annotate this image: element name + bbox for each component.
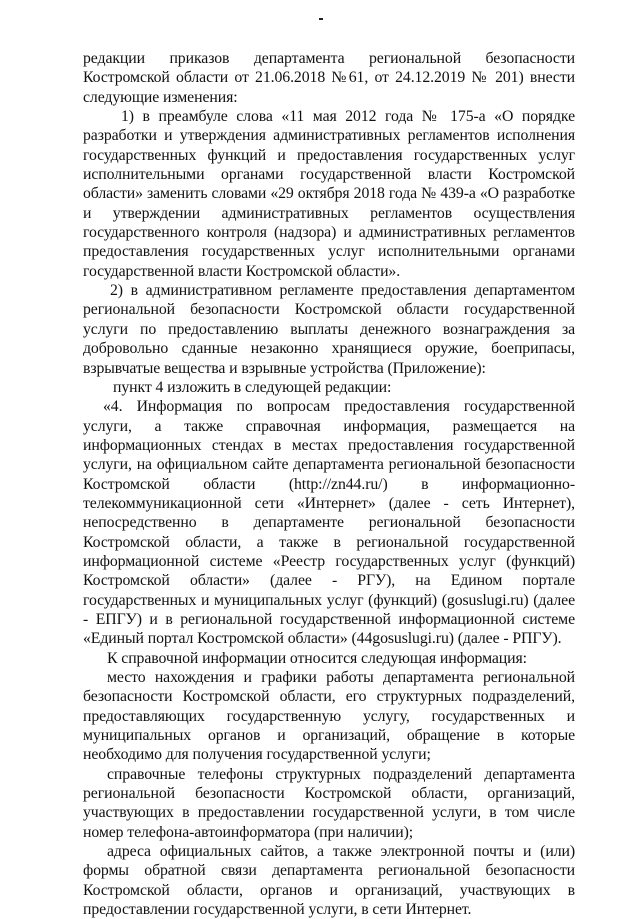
paragraph-item-2-regulation: 2) в административном регламенте предоставления департаментом региональной безопасности Костромской области государственной услуги по предоставлению выплаты денежного вознаграждения за добровольно сданные незаконно хранящиеся оружие, боеприпасы, взрывчатые вещества и взрывные устройства (Приложение):: [83, 282, 575, 377]
paragraph-websites: адреса официальных сайтов, а также электронной почты и (или) формы обратной связи департамента региональной безопасности Костромской области, органов и организаций, участвующих в предоставлении государственной услуги, в сети Интернет.: [83, 843, 575, 919]
paragraph-amendment-intro: редакции приказов департамента региональной безопасности Костромской области от 21.06.2018 №61, от 24.12.2019 № 201) внести следующие изменения:: [83, 50, 575, 106]
paragraph-reference-info: К справочной информации относится следующая информация:: [107, 649, 527, 667]
paragraph-point-4-intro: пункт 4 изложить в следующей редакции:: [113, 378, 392, 396]
paragraph-location-schedule: место нахождения и графики работы департамента региональной безопасности Костромской области, его структурных подразделений, предоставляющих государственную услугу, государственных и муниципальных органов и организаций, обращение в которые необходимо для получения государственной услуги;: [83, 669, 575, 764]
page-top-mark: [319, 18, 323, 20]
paragraph-phones: справочные телефоны структурных подразделений департамента региональной безопасности Костромской области, организаций, участвующих в предоставлении государственной услуги, в том числе номер телефона-автоинформатора (при наличии);: [83, 765, 575, 841]
paragraph-point-4-text: «4. Информация по вопросам предоставления государственной услуги, а также справочная информация, размещается на информационных стендах в местах предоставления государственной услуги, на официальном сайте департамента региональной безопасности Костромской области (http://zn44.ru/) в информационно-телекоммуникационной сети «Интернет» (далее - сеть Интернет), непосредственно в департаменте региональной безопасности Костромской области, а также в региональной государственной информационной системе «Реестр государственных услуг (функций) Костромской области» (далее - РГУ), на Едином портале государственных и муниципальных услуг (функций) (gosuslugi.ru) (далее - ЕПГУ) и в региональной государственной информационной системе «Единый портал Костромской области» (44gosuslugi.ru) (далее - РПГУ).: [83, 398, 575, 648]
paragraph-item-1-preamble: 1) в преамбуле слова «11 мая 2012 года № 175-а «О порядке разработки и утверждения административных регламентов исполнения государственных функций и предоставления государственных услуг исполнительными органами государственной власти Костромской области» заменить словами «29 октября 2018 года № 439-а «О разработке и утверждении административных регламентов осуществления государственного контроля (надзора) и административных регламентов предоставления государственных услуг исполнительными органами государственной власти Костромской области».: [83, 108, 575, 280]
document-body: [83, 49, 575, 919]
